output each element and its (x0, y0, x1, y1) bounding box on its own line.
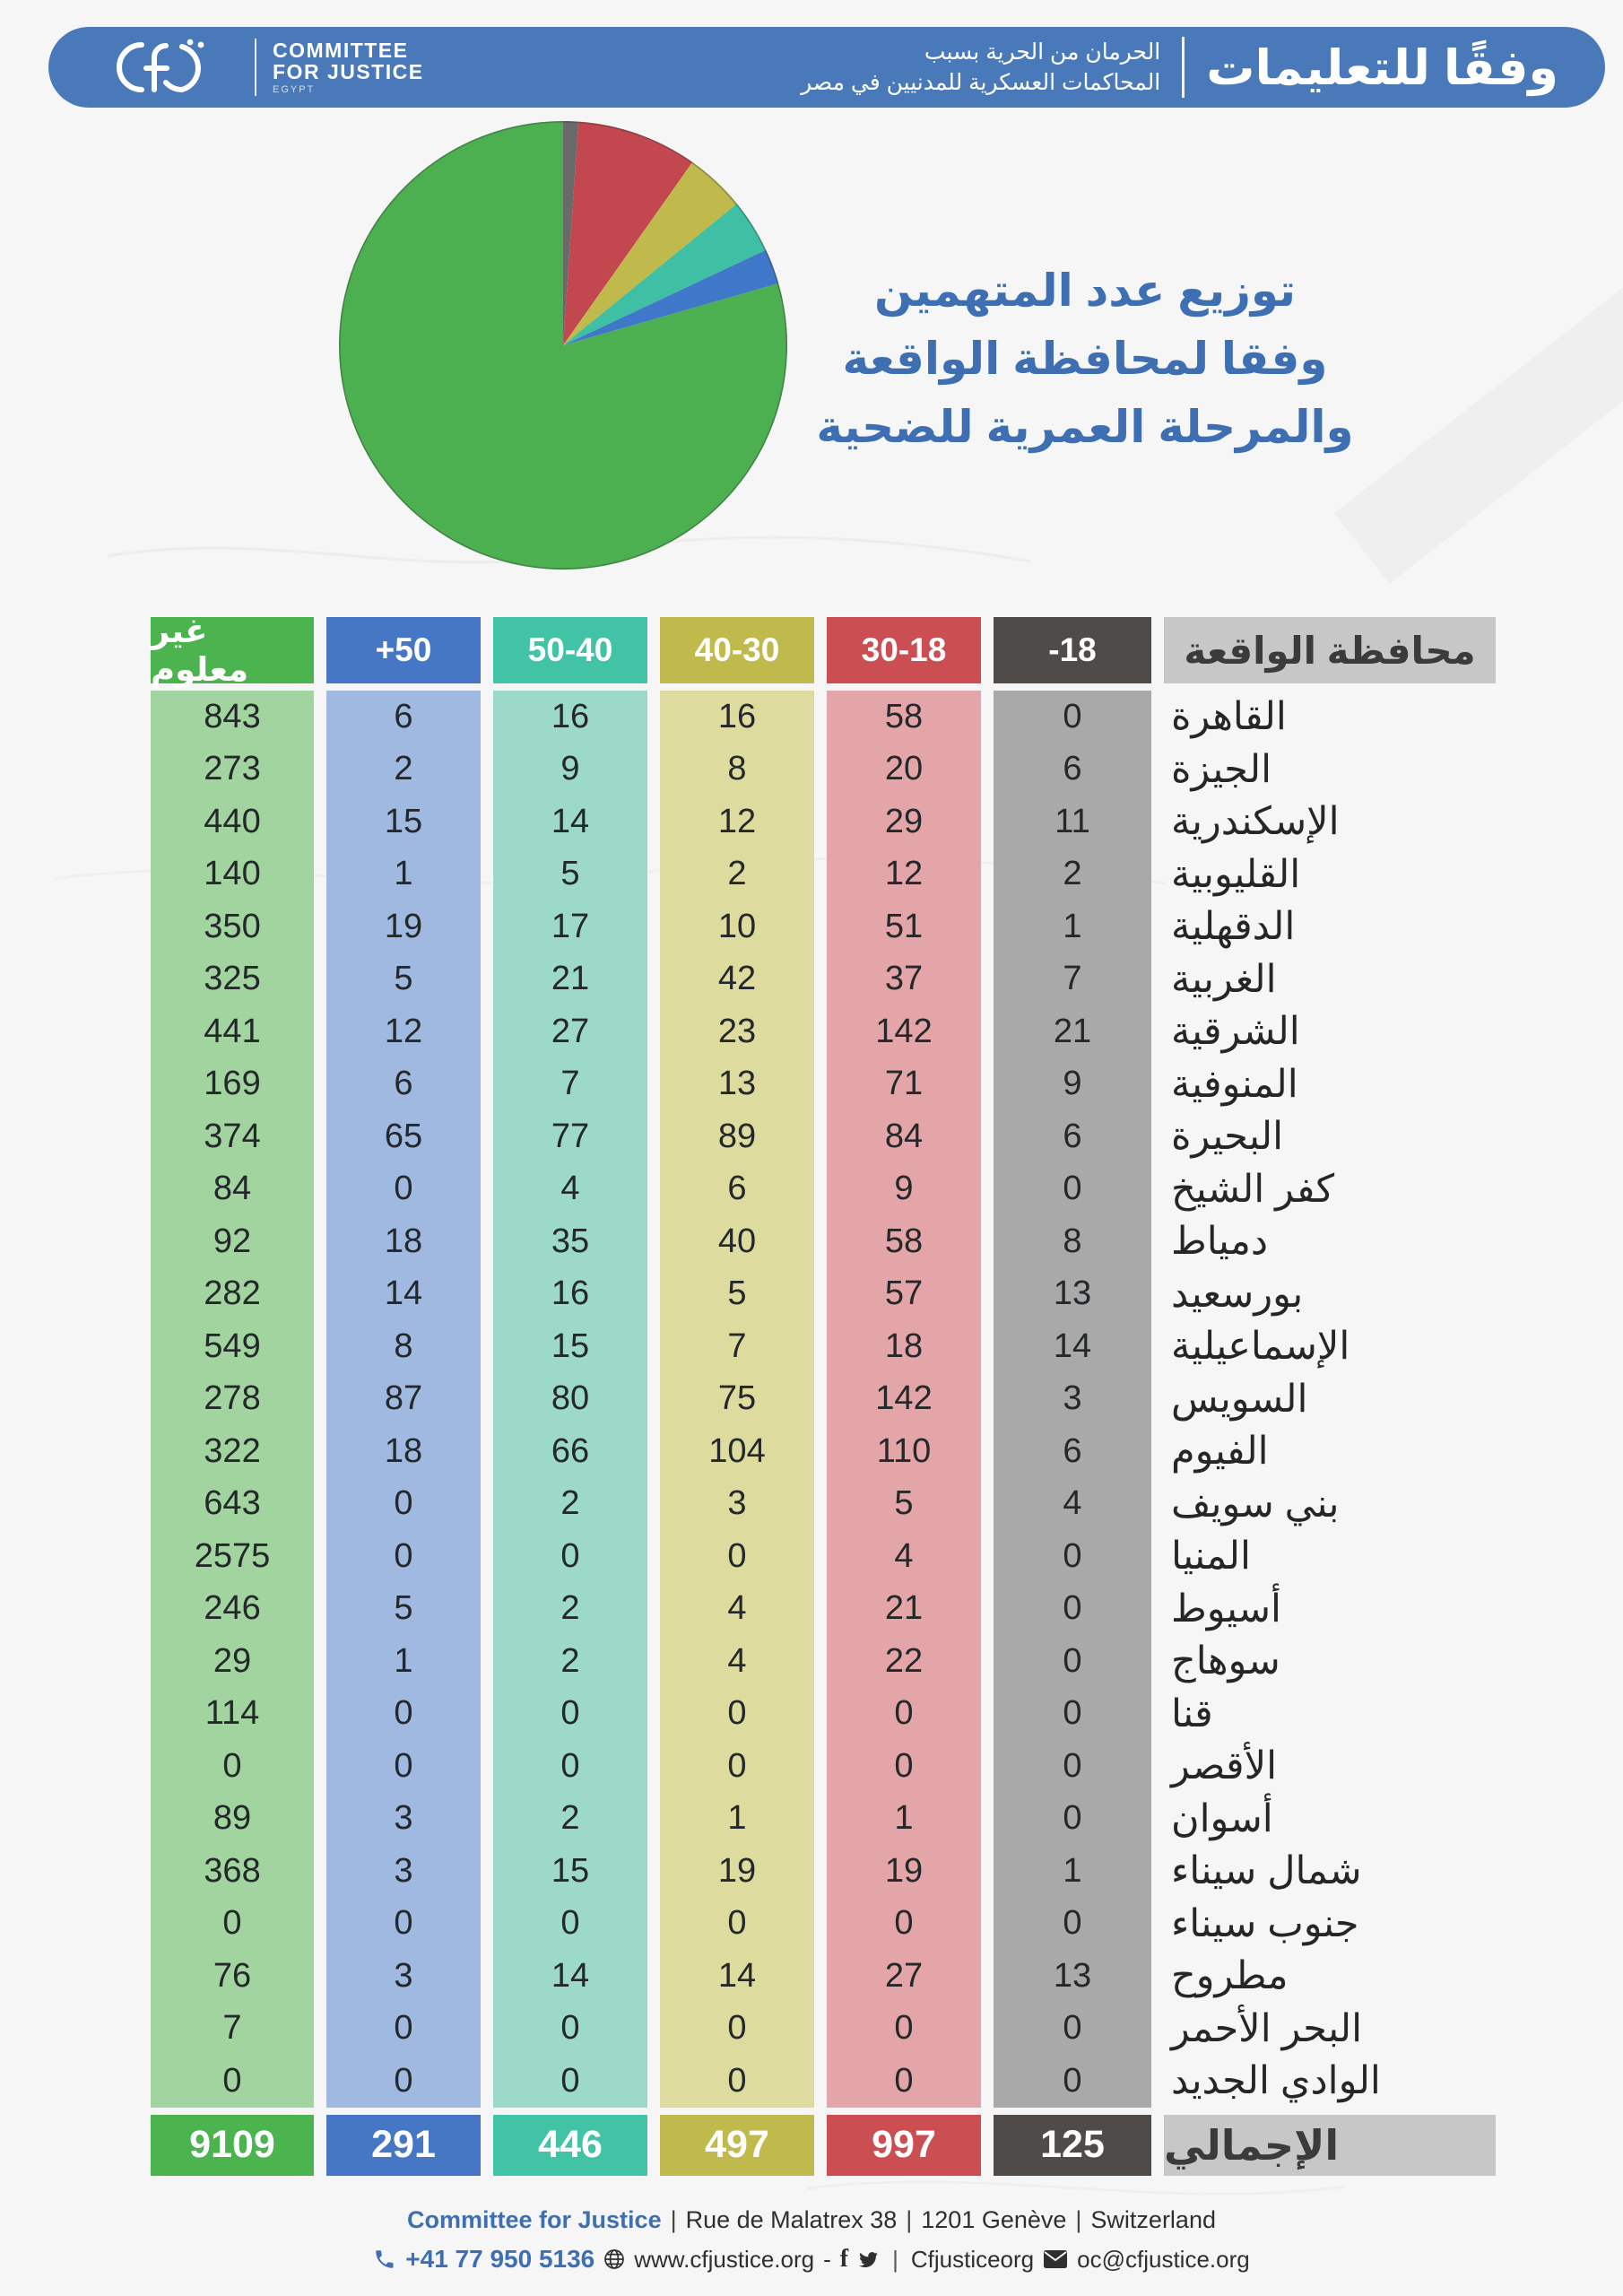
cell-age-40-50: 0 (493, 2003, 647, 2056)
row-name: بورسعيد (1171, 1272, 1304, 1316)
footer-phone: +41 77 950 5136 (405, 2245, 595, 2273)
cell-age-50plus: 18 (326, 1425, 481, 1478)
cell-age-50plus: 1 (326, 1635, 481, 1688)
cell-age-30-40: 0 (660, 2055, 814, 2108)
cell-age-40-50: 0 (493, 2055, 647, 2108)
phone-icon (373, 2248, 396, 2271)
cell-age-40-50: 77 (493, 1110, 647, 1163)
cell-age-40-50: 0 (493, 1530, 647, 1583)
footer (0, 2206, 1623, 2274)
row-name: الجيزة (1171, 747, 1272, 791)
cell-under-18: 7 (994, 953, 1151, 1006)
cell-age-50plus: 65 (326, 1110, 481, 1163)
cell-age-40-50: 2 (493, 1793, 647, 1846)
row-name: القليوبية (1171, 852, 1301, 896)
cell-under-18: 1 (994, 1845, 1151, 1898)
cell-age-18-30: 57 (827, 1268, 981, 1321)
cell-under-18: 14 (994, 1320, 1151, 1373)
cell-unknown: 441 (151, 1005, 314, 1058)
cell-age-40-50: 0 (493, 1740, 647, 1793)
cell-age-18-30: 37 (827, 953, 981, 1006)
cell-age-18-30: 142 (827, 1005, 981, 1058)
cell-age-18-30: 29 (827, 796, 981, 848)
cell-under-18: 0 (994, 1740, 1151, 1793)
row-name: دمياط (1171, 1220, 1269, 1264)
cell-under-18: 1 (994, 900, 1151, 953)
cell-age-30-40: 89 (660, 1110, 814, 1163)
cell-age-50plus: 0 (326, 1530, 481, 1583)
cell-unknown: 325 (151, 953, 314, 1006)
footer-dash: - (823, 2245, 831, 2273)
cell-under-18: 0 (994, 1898, 1151, 1951)
cell-unknown: 29 (151, 1635, 314, 1688)
chart-title-line2: وفقا لمحافظة الواقعة (842, 334, 1328, 384)
cell-unknown: 350 (151, 900, 314, 953)
row-name: الوادي الجديد (1171, 2059, 1381, 2103)
cfj-logo-icon (95, 38, 239, 97)
chart-title (807, 257, 1363, 461)
logo-text (273, 39, 424, 96)
cell-age-18-30: 9 (827, 1163, 981, 1216)
row-name: الدقهلية (1171, 905, 1296, 949)
cell-age-40-50: 15 (493, 1320, 647, 1373)
cell-under-18: 11 (994, 796, 1151, 848)
cell-age-50plus: 6 (326, 691, 481, 744)
email-icon (1043, 2249, 1068, 2269)
cell-unknown: 89 (151, 1793, 314, 1846)
cell-unknown: 140 (151, 848, 314, 901)
cell-age-40-50: 2 (493, 1583, 647, 1636)
footer-org: Committee for Justice (407, 2206, 662, 2233)
cell-age-18-30: 20 (827, 744, 981, 796)
cell-age-40-50: 2 (493, 1478, 647, 1531)
cfj-logo (95, 38, 424, 97)
cell-unknown: 0 (151, 1740, 314, 1793)
cell-age-18-30: 84 (827, 1110, 981, 1163)
cell-age-40-50: 4 (493, 1163, 647, 1216)
cell-unknown: 76 (151, 1950, 314, 2003)
cell-age-40-50: 66 (493, 1425, 647, 1478)
cell-age-30-40: 0 (660, 1688, 814, 1741)
table-body (151, 691, 1496, 2108)
row-name: الأقصر (1171, 1744, 1278, 1788)
cell-age-30-40: 6 (660, 1163, 814, 1216)
header-subtitle (801, 37, 1160, 98)
cell-under-18: 4 (994, 1478, 1151, 1531)
cell-age-30-40: 7 (660, 1320, 814, 1373)
cell-unknown: 440 (151, 796, 314, 848)
cell-age-18-30: 18 (827, 1320, 981, 1373)
footer-email[interactable]: oc@cfjustice.org (1077, 2245, 1250, 2273)
cell-under-18: 0 (994, 1635, 1151, 1688)
cell-age-50plus: 5 (326, 953, 481, 1006)
col-header-under-18: -18 (994, 617, 1151, 683)
cell-age-30-40: 0 (660, 1898, 814, 1951)
row-name: كفر الشيخ (1171, 1167, 1335, 1211)
cell-age-40-50: 15 (493, 1845, 647, 1898)
cell-age-40-50: 7 (493, 1058, 647, 1111)
cell-unknown: 278 (151, 1373, 314, 1426)
total-unknown: 9109 (151, 2115, 314, 2176)
cell-under-18: 3 (994, 1373, 1151, 1426)
cell-age-18-30: 0 (827, 1740, 981, 1793)
col-header-age-30-40: 40-30 (660, 617, 814, 683)
cell-unknown: 0 (151, 1898, 314, 1951)
pie-chart (337, 119, 789, 571)
cell-age-40-50: 9 (493, 744, 647, 796)
cell-age-40-50: 35 (493, 1215, 647, 1268)
header-divider (1182, 37, 1185, 98)
cell-age-30-40: 0 (660, 2003, 814, 2056)
cell-age-50plus: 3 (326, 1950, 481, 2003)
cell-age-50plus: 19 (326, 900, 481, 953)
cell-age-50plus: 1 (326, 848, 481, 901)
cell-age-18-30: 142 (827, 1373, 981, 1426)
row-name: مطروح (1171, 1954, 1289, 1998)
footer-contact-line (0, 2245, 1623, 2274)
cell-unknown: 368 (151, 1845, 314, 1898)
cell-age-40-50: 17 (493, 900, 647, 953)
row-name: المنوفية (1171, 1062, 1298, 1106)
cell-age-30-40: 16 (660, 691, 814, 744)
cell-under-18: 9 (994, 1058, 1151, 1111)
cell-age-30-40: 12 (660, 796, 814, 848)
cell-unknown: 84 (151, 1163, 314, 1216)
table-total-row (151, 2115, 1496, 2176)
cell-age-50plus: 15 (326, 796, 481, 848)
cell-unknown: 322 (151, 1425, 314, 1478)
row-name: سوهاج (1171, 1639, 1280, 1683)
cell-under-18: 0 (994, 1530, 1151, 1583)
table-header-row (151, 613, 1496, 688)
logo-line3: EGYPT (273, 83, 316, 95)
logo-divider (255, 39, 256, 96)
cell-age-30-40: 23 (660, 1005, 814, 1058)
cell-age-30-40: 42 (660, 953, 814, 1006)
cell-age-18-30: 5 (827, 1478, 981, 1531)
row-name: الفيوم (1171, 1430, 1269, 1474)
cell-unknown: 7 (151, 2003, 314, 2056)
cell-age-18-30: 21 (827, 1583, 981, 1636)
data-table (151, 613, 1496, 2176)
row-name: البحر الأحمر (1171, 2006, 1363, 2050)
cell-age-40-50: 14 (493, 796, 647, 848)
cell-age-18-30: 0 (827, 2055, 981, 2108)
cell-age-30-40: 13 (660, 1058, 814, 1111)
total-age-50plus: 291 (326, 2115, 481, 2176)
cell-age-40-50: 16 (493, 691, 647, 744)
cell-unknown: 2575 (151, 1530, 314, 1583)
row-name: الغربية (1171, 957, 1277, 1001)
cell-age-30-40: 3 (660, 1478, 814, 1531)
cell-under-18: 0 (994, 2003, 1151, 2056)
cell-under-18: 0 (994, 691, 1151, 744)
cell-age-50plus: 0 (326, 2055, 481, 2108)
cell-unknown: 549 (151, 1320, 314, 1373)
cell-age-50plus: 3 (326, 1793, 481, 1846)
cell-age-18-30: 1 (827, 1793, 981, 1846)
facebook-icon[interactable]: f (839, 2245, 849, 2273)
header-subtitle-line1: الحرمان من الحرية بسبب (924, 39, 1161, 65)
cell-age-50plus: 0 (326, 2003, 481, 2056)
cell-age-40-50: 5 (493, 848, 647, 901)
cell-age-50plus: 5 (326, 1583, 481, 1636)
cell-age-18-30: 51 (827, 900, 981, 953)
cell-age-50plus: 8 (326, 1320, 481, 1373)
cell-age-50plus: 87 (326, 1373, 481, 1426)
cell-age-50plus: 12 (326, 1005, 481, 1058)
cell-age-40-50: 16 (493, 1268, 647, 1321)
header-subtitle-line2: المحاكمات العسكرية للمدنيين في مصر (801, 70, 1161, 95)
logo-line1: COMMITTEE (273, 38, 409, 62)
total-age-40-50: 446 (493, 2115, 647, 2176)
cell-age-18-30: 71 (827, 1058, 981, 1111)
cell-age-18-30: 0 (827, 2003, 981, 2056)
cell-unknown: 374 (151, 1110, 314, 1163)
cell-unknown: 169 (151, 1058, 314, 1111)
cell-unknown: 92 (151, 1215, 314, 1268)
row-name: جنوب سيناء (1171, 1901, 1359, 1945)
row-name: شمال سيناء (1171, 1849, 1362, 1893)
cell-age-18-30: 0 (827, 1688, 981, 1741)
total-label: الإجمالي (1164, 2115, 1496, 2176)
header-title: وفقًا للتعليمات (1206, 40, 1558, 95)
cell-age-30-40: 4 (660, 1635, 814, 1688)
twitter-icon[interactable] (857, 2248, 880, 2271)
col-header-age-40-50: 50-40 (493, 617, 647, 683)
cell-age-50plus: 0 (326, 1163, 481, 1216)
cell-age-30-40: 2 (660, 848, 814, 901)
cell-under-18: 0 (994, 1163, 1151, 1216)
cell-age-30-40: 4 (660, 1583, 814, 1636)
cell-age-40-50: 14 (493, 1950, 647, 2003)
row-name: القاهرة (1171, 695, 1287, 739)
cell-under-18: 2 (994, 848, 1151, 901)
header-bar (48, 27, 1605, 108)
cell-age-50plus: 0 (326, 1740, 481, 1793)
footer-website[interactable]: www.cfjustice.org (634, 2245, 815, 2273)
row-name: أسيوط (1171, 1587, 1281, 1631)
cell-age-30-40: 14 (660, 1950, 814, 2003)
cell-age-30-40: 104 (660, 1425, 814, 1478)
cell-age-18-30: 27 (827, 1950, 981, 2003)
footer-separator: | (892, 2245, 898, 2273)
cell-under-18: 0 (994, 1583, 1151, 1636)
cell-unknown: 643 (151, 1478, 314, 1531)
cell-unknown: 246 (151, 1583, 314, 1636)
footer-social-handle[interactable]: Cfjusticeorg (910, 2245, 1035, 2273)
cell-age-18-30: 58 (827, 691, 981, 744)
col-header-unknown: غير معلوم (151, 617, 314, 683)
cell-age-50plus: 14 (326, 1268, 481, 1321)
footer-separator: | (906, 2206, 913, 2233)
cell-age-18-30: 22 (827, 1635, 981, 1688)
cell-age-18-30: 58 (827, 1215, 981, 1268)
cell-under-18: 0 (994, 2055, 1151, 2108)
cell-age-30-40: 75 (660, 1373, 814, 1426)
row-name: الشرقية (1171, 1010, 1300, 1054)
cell-age-50plus: 2 (326, 744, 481, 796)
footer-separator: | (1075, 2206, 1082, 2233)
chart-title-line1: توزيع عدد المتهمين (873, 265, 1297, 316)
globe-icon (603, 2248, 625, 2270)
cell-age-50plus: 0 (326, 1898, 481, 1951)
cell-age-50plus: 0 (326, 1478, 481, 1531)
row-name: الإسماعيلية (1171, 1325, 1350, 1369)
cell-age-50plus: 6 (326, 1058, 481, 1111)
cell-age-30-40: 0 (660, 1530, 814, 1583)
chart-title-line3: والمرحلة العمرية للضحية (816, 402, 1354, 452)
cell-age-30-40: 0 (660, 1740, 814, 1793)
cell-under-18: 21 (994, 1005, 1151, 1058)
cell-age-40-50: 2 (493, 1635, 647, 1688)
cell-under-18: 6 (994, 1425, 1151, 1478)
footer-address-line (0, 2206, 1623, 2234)
cell-under-18: 6 (994, 1110, 1151, 1163)
total-age-18-30: 997 (827, 2115, 981, 2176)
total-age-30-40: 497 (660, 2115, 814, 2176)
col-header-age-18-30: 30-18 (827, 617, 981, 683)
cell-age-18-30: 19 (827, 1845, 981, 1898)
cell-age-50plus: 3 (326, 1845, 481, 1898)
cell-age-40-50: 0 (493, 1898, 647, 1951)
cell-age-18-30: 12 (827, 848, 981, 901)
cell-age-40-50: 80 (493, 1373, 647, 1426)
footer-separator: | (670, 2206, 677, 2233)
row-name: بني سويف (1171, 1482, 1340, 1526)
cell-under-18: 0 (994, 1688, 1151, 1741)
cell-age-30-40: 1 (660, 1793, 814, 1846)
row-name: أسوان (1171, 1796, 1273, 1840)
row-name: السويس (1171, 1377, 1308, 1421)
cell-age-50plus: 18 (326, 1215, 481, 1268)
cell-age-30-40: 40 (660, 1215, 814, 1268)
col-header-age-50plus: +50 (326, 617, 481, 683)
cell-unknown: 273 (151, 744, 314, 796)
cell-age-30-40: 10 (660, 900, 814, 953)
cell-under-18: 8 (994, 1215, 1151, 1268)
cell-age-30-40: 19 (660, 1845, 814, 1898)
cell-unknown: 114 (151, 1688, 314, 1741)
header-right (801, 37, 1558, 98)
cell-age-18-30: 4 (827, 1530, 981, 1583)
row-name: البحيرة (1171, 1115, 1284, 1159)
footer-city: 1201 Genève (921, 2206, 1067, 2233)
cell-unknown: 0 (151, 2055, 314, 2108)
cell-age-18-30: 0 (827, 1898, 981, 1951)
cell-age-40-50: 0 (493, 1688, 647, 1741)
cell-under-18: 13 (994, 1268, 1151, 1321)
col-header-governorate: محافظة الواقعة (1164, 617, 1496, 683)
row-name: الإسكندرية (1171, 800, 1340, 844)
cell-age-40-50: 21 (493, 953, 647, 1006)
row-name: المنيا (1171, 1535, 1251, 1578)
footer-country: Switzerland (1090, 2206, 1216, 2233)
row-name: قنا (1171, 1692, 1213, 1735)
cell-under-18: 0 (994, 1793, 1151, 1846)
total-under-18: 125 (994, 2115, 1151, 2176)
cell-under-18: 6 (994, 744, 1151, 796)
cell-age-18-30: 110 (827, 1425, 981, 1478)
cell-age-30-40: 8 (660, 744, 814, 796)
cell-age-40-50: 27 (493, 1005, 647, 1058)
cell-age-30-40: 5 (660, 1268, 814, 1321)
footer-street: Rue de Malatrex 38 (685, 2206, 898, 2233)
cell-under-18: 13 (994, 1950, 1151, 2003)
cell-unknown: 843 (151, 691, 314, 744)
logo-line2: FOR JUSTICE (273, 59, 424, 83)
cell-age-50plus: 0 (326, 1688, 481, 1741)
cell-unknown: 282 (151, 1268, 314, 1321)
